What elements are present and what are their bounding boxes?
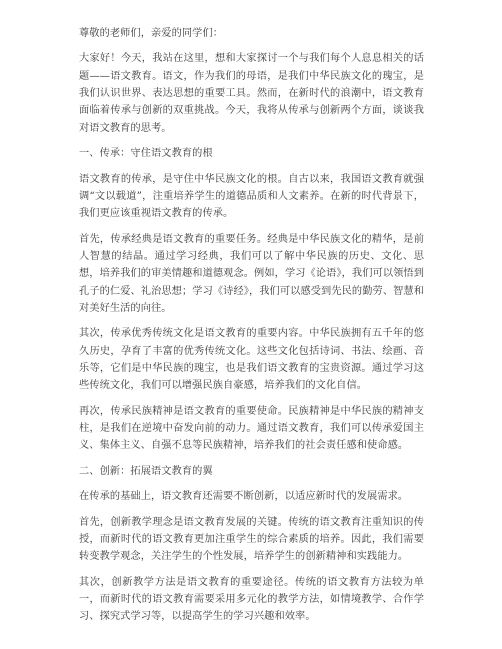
document-body xyxy=(79,25,424,634)
inheritance-paragraph-classics: 首先，传承经典是语文教育的重要任务。经典是中华民族文化的精华，是前人智慧的结晶。通过学习经典，我们可以了解中华民族的历史、文化、思想，培养我们的审美情趣和道德观念。例如，学习《论语》，我们可以领悟到孔子的仁爱、礼治思想；学习《诗经》，我们可以感受到先民的勤劳、智慧和对美好生活的向往。 xyxy=(79,233,424,314)
inheritance-paragraph-overview: 语文教育的传承，是守住中华民族文化的根。自古以来，我国语文教育就强调“文以载道”，注重培养学生的道德品质和人文素养。在新的时代背景下，我们更应该重视语文教育的传承。 xyxy=(79,173,424,220)
section-heading-innovation: 二、创新：拓展语文教育的翼 xyxy=(79,465,213,477)
innovation-paragraph-teaching-concepts: 首先，创新教学理念是语文教育发展的关键。传统的语文教育注重知识的传授，而新时代的语文教育更加注重学生的综合素质的培养。因此，我们需要转变教学观念，关注学生的个性发展，培养学生的创新精神和实践能力。 xyxy=(79,516,424,563)
inheritance-paragraph-traditional-culture: 其次，传承优秀传统文化是语文教育的重要内容。中华民族拥有五千年的悠久历史，孕育了丰富的优秀传统文化。这些文化包括诗词、书法、绘画、音乐等，它们是中华民族的瑰宝，也是我们语文教育的宝贵资源。通过学习这些传统文化，我们可以增强民族自豪感，培养我们的文化自信。 xyxy=(79,328,424,392)
inheritance-paragraph-national-spirit: 再次，传承民族精神是语文教育的重要使命。民族精神是中华民族的精神支柱，是我们在逆境中奋发向前的动力。通过语文教育，我们可以传承爱国主义、集体主义、自强不息等民族精神，培养我们的社会责任感和使命感。 xyxy=(79,405,424,452)
innovation-paragraph-teaching-methods: 其次，创新教学方法是语文教育的重要途径。传统的语文教育方法较为单一，而新时代的语文教育需要采用多元化的教学方法，如情境教学、合作学习、探究式学习等，以提高学生的学习兴趣和效率。 xyxy=(79,576,424,623)
intro-paragraph: 大家好！今天，我站在这里，想和大家探讨一个与我们每个人息息相关的话题——语文教育。语文，作为我们的母语，是我们中华民族文化的瑰宝，是我们认识世界、表达思想的重要工具。然而，在新时代的浪潮中，语文教育面临着传承与创新的双重挑战。今天，我将从传承与创新两个方面，谈谈我对语文教育的思考。 xyxy=(79,53,424,134)
innovation-paragraph-overview: 在传承的基础上，语文教育还需要不断创新，以适应新时代的发展需求。 xyxy=(79,491,409,503)
section-heading-inheritance: 一、传承：守住语文教育的根 xyxy=(79,148,213,160)
salutation: 尊敬的老师们，亲爱的同学们： xyxy=(79,28,224,39)
